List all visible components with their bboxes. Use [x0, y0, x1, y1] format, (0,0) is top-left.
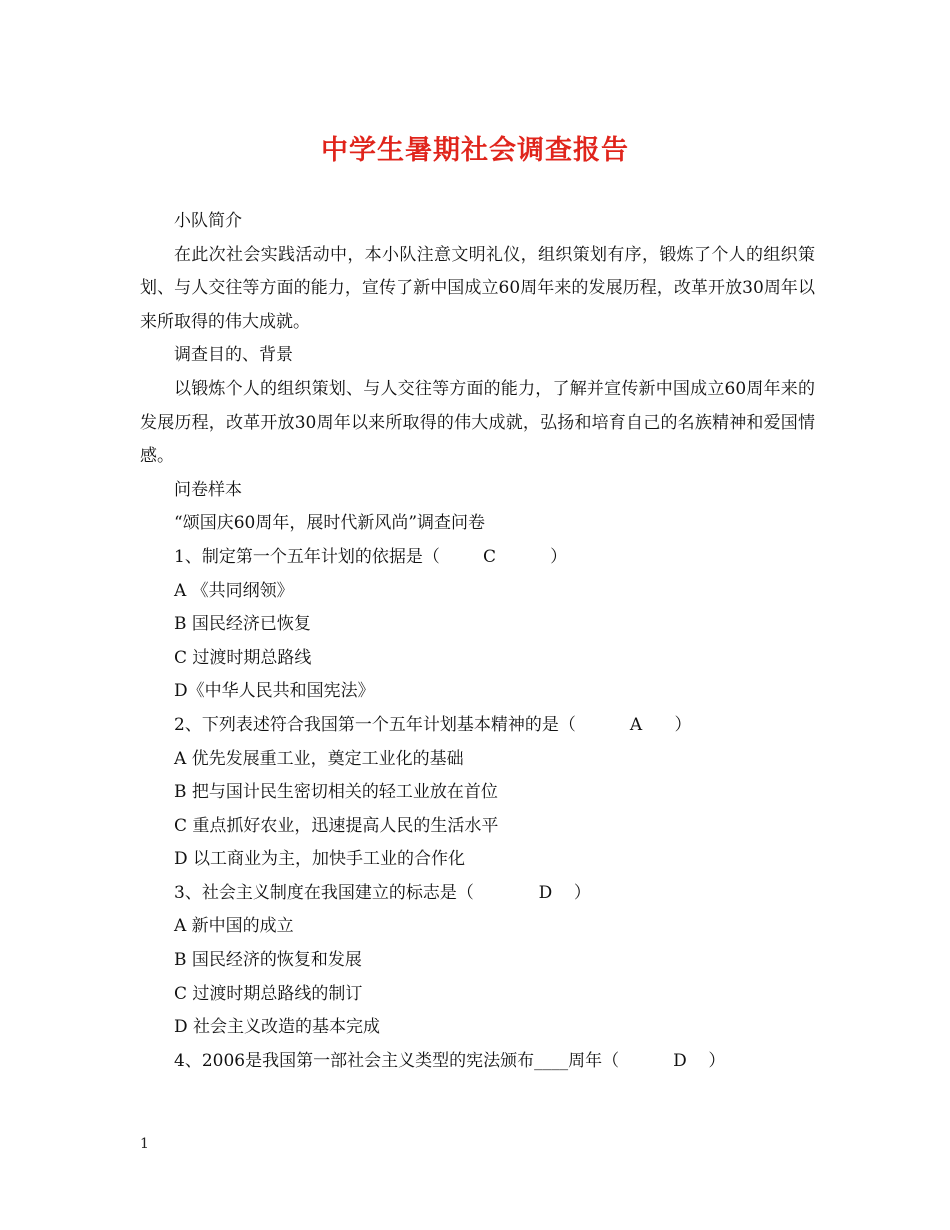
question-2-stem: 2、下列表述符合我国第一个五年计划基本精神的是（ A ） — [174, 714, 692, 735]
question-3-option: A 新中国的成立 — [174, 916, 294, 937]
section-heading-purpose: 调查目的、背景 — [174, 345, 293, 366]
question-2-option: C 重点抓好农业，迅速提高人民的生活水平 — [174, 815, 499, 836]
questionnaire-title: “颂国庆60周年，展时代新风尚”调查问卷 — [174, 513, 486, 534]
question-2-option: B 把与国计民生密切相关的轻工业放在首位 — [174, 782, 498, 803]
question-1-option: B 国民经济已恢复 — [174, 614, 311, 635]
question-1-stem: 1、制定第一个五年计划的依据是（ C ） — [174, 546, 568, 567]
question-1-option: D《中华人民共和国宪法》 — [174, 681, 375, 702]
question-3-option: C 过渡时期总路线的制订 — [174, 983, 363, 1004]
question-1-option: A 《共同纲领》 — [174, 580, 294, 601]
paragraph-team-intro: 在此次社会实践活动中，本小队注意文明礼仪，组织策划有序，锻炼了个人的组织策划、与人交往等方面的能力，宣传了新中国成立60周年来的发展历程，改革开放30周年以来所取得的伟大成就。 — [140, 244, 815, 332]
question-2-option: A 优先发展重工业，奠定工业化的基础 — [174, 748, 464, 769]
question-2-option: D 以工商业为主，加快手工业的合作化 — [174, 849, 466, 870]
question-3-stem: 3、社会主义制度在我国建立的标志是（ D ） — [174, 882, 591, 903]
page-number: 1 — [140, 1136, 149, 1152]
section-heading-team-intro: 小队简介 — [174, 211, 242, 231]
document-body — [140, 205, 815, 1078]
question-3-option: D 社会主义改造的基本完成 — [174, 1017, 381, 1038]
document-title: 中学生暑期社会调查报告 — [321, 135, 629, 166]
section-heading-sample: 问卷样本 — [174, 479, 242, 500]
question-3-option: B 国民经济的恢复和发展 — [174, 950, 362, 971]
question-1-option: C 过渡时期总路线 — [174, 647, 312, 668]
paragraph-purpose: 以锻炼个人的组织策划、与人交往等方面的能力，了解并宣传新中国成立60周年来的发展历程，改革开放30周年以来所取得的伟大成就，弘扬和培育自己的名族精神和爱国情感。 — [140, 378, 815, 467]
question-4-stem: 4、2006是我国第一部社会主义类型的宪法颁布____周年（ D ） — [174, 1050, 726, 1071]
